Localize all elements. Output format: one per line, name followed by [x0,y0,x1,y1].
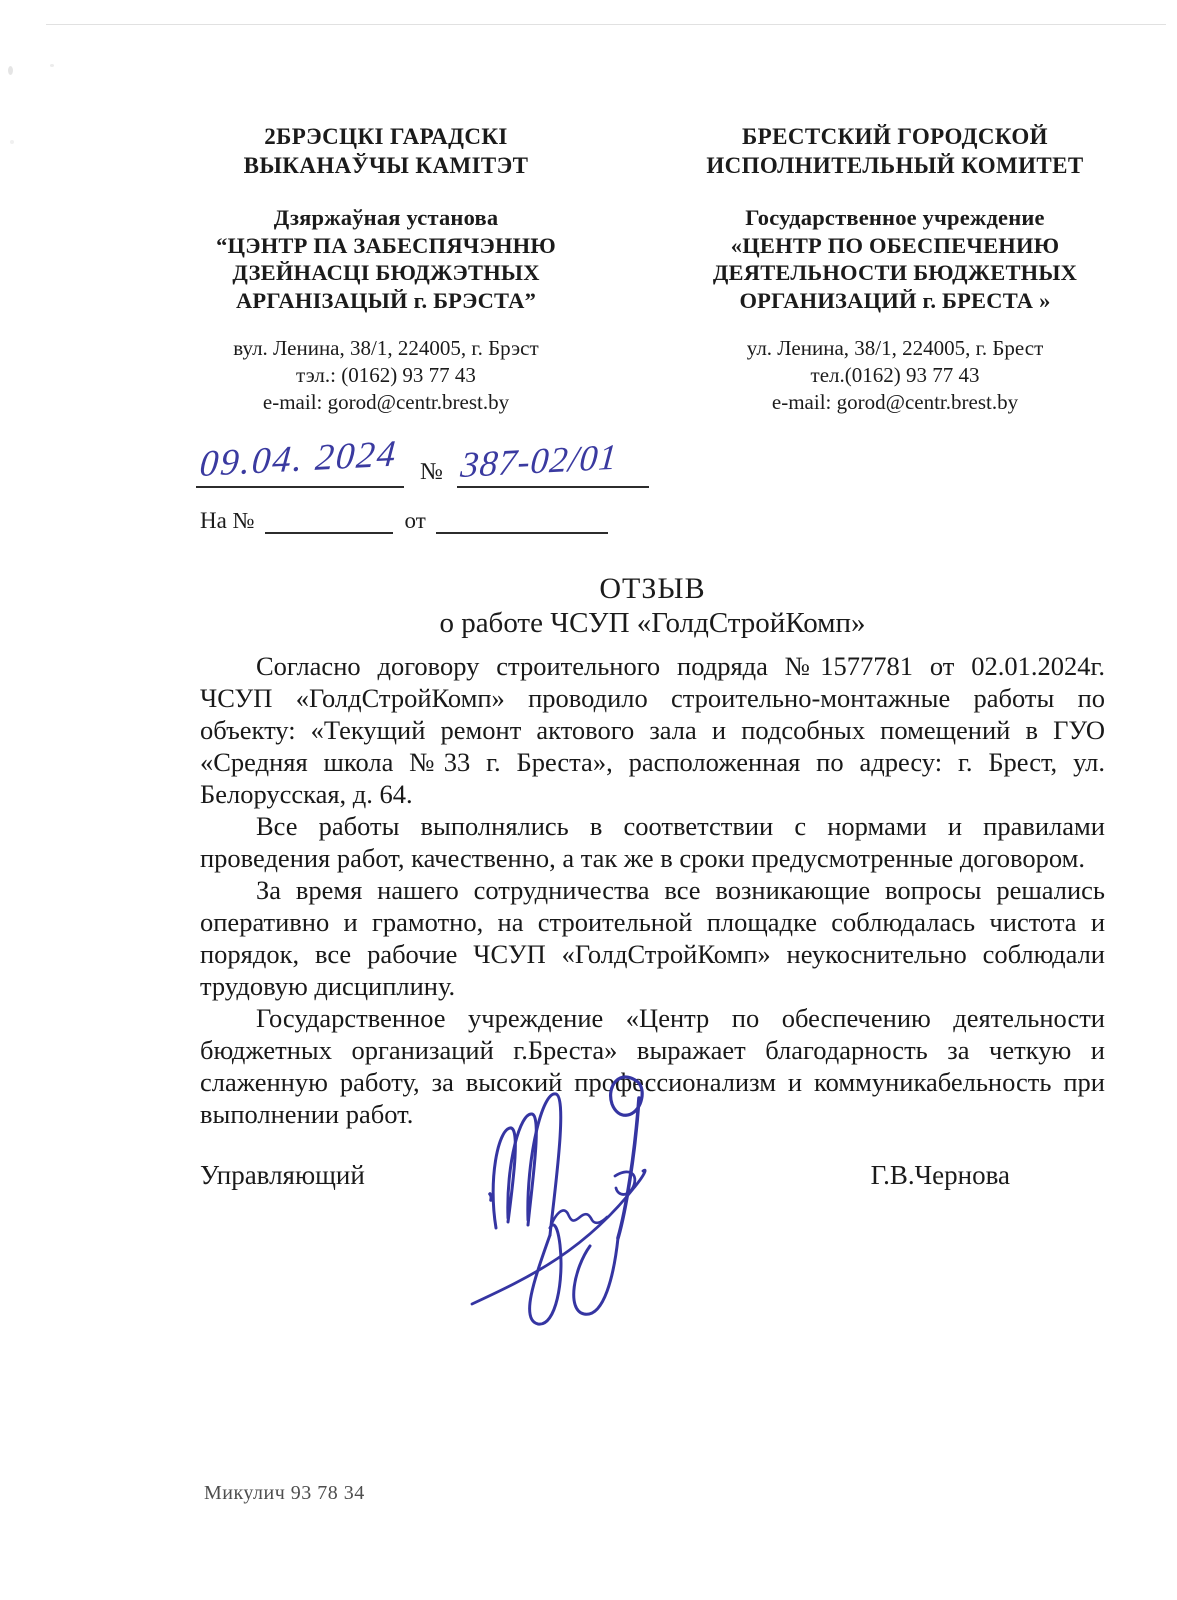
institution-line: ДЗЕЙНАСЦІ БЮДЖЭТНЫХ [232,260,540,285]
email-address: e-mail: gorod@centr.brest.by [262,390,510,414]
street-address: ул. Ленина, 38/1, 224005, г. Брест [746,336,1044,360]
institution-line: ДЕЯТЕЛЬНОСТИ БЮДЖЕТНЫХ [712,260,1078,285]
scan-artifact [46,24,1166,25]
reply-number-blank [265,506,393,534]
institution-line: АРГАНІЗАЦЫЙ г. БРЭСТА” [235,287,537,313]
scan-artifact [50,64,54,67]
phone-number: тэл.: (0162) 93 77 43 [296,363,476,387]
reply-label: На № [200,508,255,533]
letterhead [212,122,1091,416]
executor-contact: Микулич 93 78 34 [204,1482,365,1504]
institution-block [699,204,1091,314]
letter-body [200,650,1105,1130]
org-name-line: ИСПОЛНИТЕЛЬНЫЙ КОМИТЕТ [706,153,1084,178]
paragraph: Все работы выполнялись в соответствии с нормами и правилами проведения работ, качественно, а так же в сроки предусмотренные договором. [200,811,1105,873]
number-blank [457,436,649,488]
address-block [212,335,560,416]
paragraph: За время нашего сотрудничества все возникающие вопросы решались оперативно и грамотно, на строительной площадке соблюдалась чистота и порядок, все рабочие ЧСУП «ГолдСтройКомп» неукоснительно соблюдали трудовую дисциплину. [200,875,1105,1001]
signature-row [200,1160,1105,1191]
street-address: вул. Ленина, 38/1, 224005, г. Брэст [233,336,539,360]
institution-line: “ЦЭНТР ПА ЗАБЕСПЯЧЭННЮ [216,232,556,258]
paragraph: Согласно договору строительного подряда №1577781 от 02.01.2024г. ЧСУП «ГолдСтройКомп» проводило строительно-монтажные работы по объекту: «Текущий ремонт актового зала и подсобных помещений в ГУО «Средняя школа №33 г. Бреста», расположенная по адресу: г. Брест, ул. Белорусская, д. 64. [200,651,1105,809]
signer-name: Г.В.Чернова [870,1160,1010,1190]
signer-role: Управляющий [200,1160,365,1190]
handwritten-number: 387-02/01 [458,436,620,485]
org-name-line: ВЫКАНАЎЧЫ КАМІТЭТ [243,153,529,178]
reference-line [196,433,1177,488]
date-blank [196,433,404,488]
scan-artifact [8,66,13,75]
document-title [200,572,1105,640]
paragraph: Государственное учреждение «Центр по обеспечению деятельности бюджетных организаций г.Бреста» выражает благодарность за четкую и слаженную работу, за высокий профессионализм и коммуникабельность при выполнении работ. [200,1003,1105,1129]
letterhead-russian [699,122,1091,416]
handwritten-date: 09.04. 2024 [198,433,400,485]
title-word: ОТЗЫВ [599,572,706,605]
email-address: e-mail: gorod@centr.brest.by [771,390,1019,414]
from-label: от [404,508,426,533]
letterhead-belarusian [212,122,560,416]
title-subject: о работе ЧСУП «ГолдСтройКомп» [439,607,866,639]
org-name-line: БРЕСТСКИЙ ГОРОДСКОЙ [742,124,1048,149]
reply-date-blank [436,506,608,534]
institution-block [212,204,560,314]
institution-line: Дзяржаўная установа [273,205,499,230]
phone-number: тел.(0162) 93 77 43 [810,363,980,387]
scan-artifact [10,140,14,144]
org-name-line: 2БРЭСЦКІ ГАРАДСКІ [264,124,508,149]
reply-reference-line [200,506,1177,534]
number-sign: № [420,459,443,485]
institution-line: ОРГАНИЗАЦИЙ г. БРЕСТА » [739,287,1051,313]
institution-line: Государственное учреждение [745,205,1045,230]
address-block [699,335,1091,416]
institution-line: «ЦЕНТР ПО ОБЕСПЕЧЕНИЮ [730,232,1060,258]
